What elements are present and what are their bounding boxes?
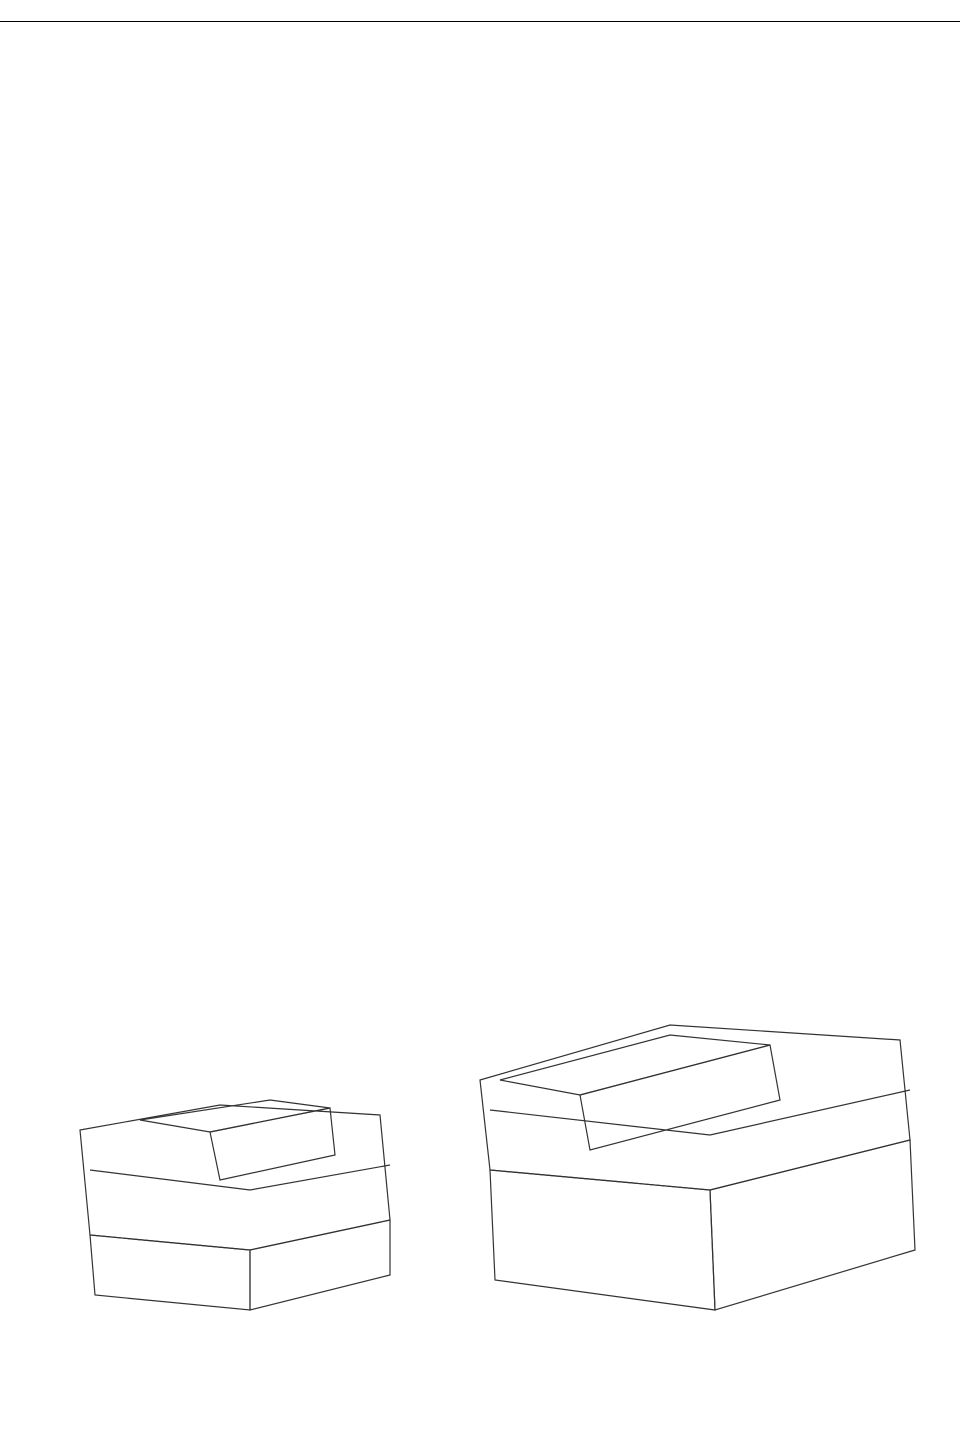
- device-drawing-rys2: [470, 1010, 930, 1330]
- device-drawing-rys1: [70, 1060, 420, 1330]
